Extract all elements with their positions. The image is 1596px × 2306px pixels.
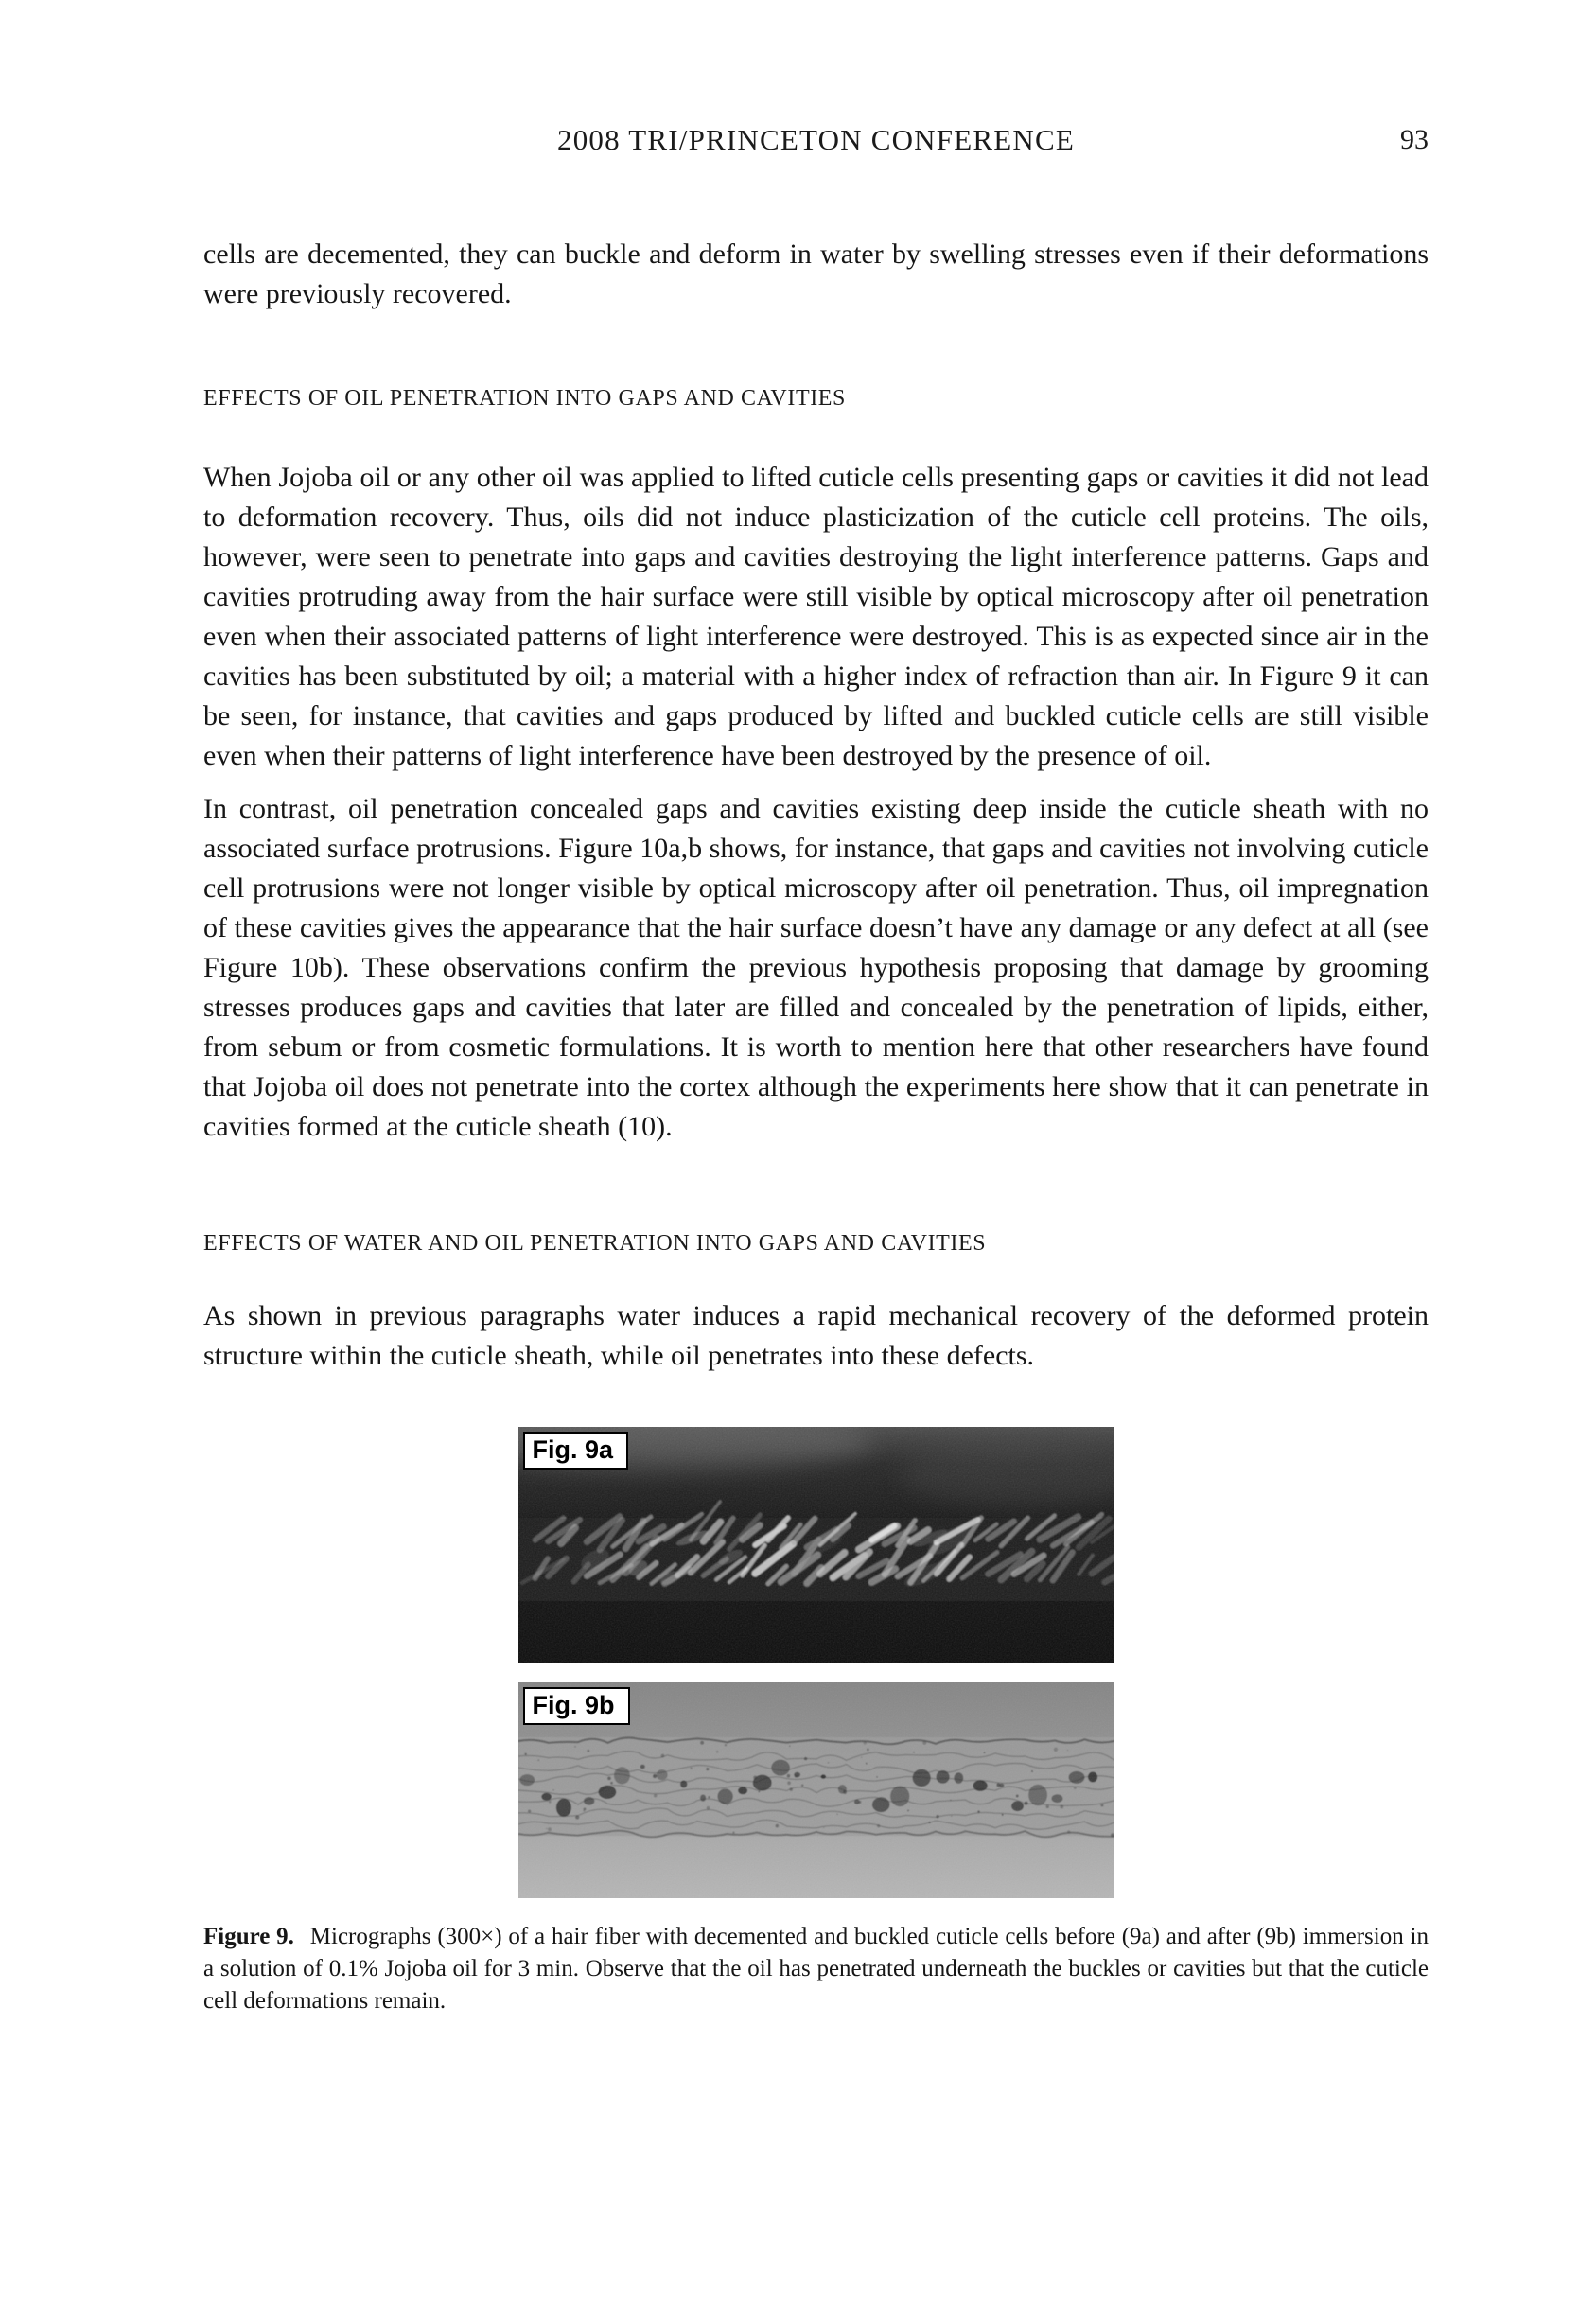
section-heading-oil-penetration: EFFECTS OF OIL PENETRATION INTO GAPS AND CAVITIES (203, 386, 847, 411)
paragraph: As shown in previous paragraphs water induces a rapid mechanical recovery of the deformed protein structure within the cuticle sheath, while oil penetrates into these defects. (203, 1300, 1429, 1371)
figure-9b-image (518, 1682, 1114, 1898)
figure-9-caption (203, 1921, 1429, 2017)
figure-9a-label: Fig. 9a (523, 1432, 629, 1470)
page-number: 93 (1400, 124, 1429, 155)
paragraph: When Jojoba oil or any other oil was applied to lifted cuticle cells presenting gaps or cavities it did not lead to deformation recovery. Thus, oils did not induce plasticization of the cuticle cell proteins. The oils, however, were seen to penetrate into gaps and cavities destroying the light interference patterns. Gaps and cavities protruding away from the hair surface were still visible by optical microscopy after oil penetration even when their associated patterns of light interference were destroyed. This is as expected since air in the cavities has been substituted by oil; a material with a higher index of refraction than air. In Figure 9 it can be seen, for instance, that cavities and gaps produced by lifted and buckled cuticle cells are still visible even when their patterns of light interference have been destroyed by the presence of oil. (203, 462, 1429, 771)
paragraph-continuation: cells are decemented, they can buckle and deform in water by swelling stresses even if their deformations were previously recovered. (203, 238, 1429, 309)
figure-9b-label: Fig. 9b (523, 1687, 630, 1725)
figure-9-images (518, 1427, 1114, 1898)
article-body (203, 235, 1429, 2017)
figure-9a-image (518, 1427, 1114, 1663)
figure-caption-text: Micrographs (300×) of a hair fiber with decemented and buckled cuticle cells before (9a) and after (9b) immersion in a solution of 0.1% Jojoba oil for 3 min. Observe that the oil has penetrated underneath the buckles or cavities but that the cuticle cell deformations remain. (203, 1924, 1429, 2014)
paragraph: In contrast, oil penetration concealed gaps and cavities existing deep inside the cuticle sheath with no associated surface protrusions. Figure 10a,b shows, for instance, that gaps and cavities not involving cuticle cell protrusions were not longer visible by optical microscopy after oil penetration. Thus, oil impregnation of these cavities gives the appearance that the hair surface doesn’t have any damage or any defect at all (see Figure 10b). These observations confirm the previous hypothesis proposing that damage by grooming stresses produces gaps and cavities that later are filled and concealed by the penetration of lipids, either, from sebum or from cosmetic formulations. It is worth to mention here that other researchers have found that Jojoba oil does not penetrate into the cortex although the experiments here show that it can penetrate in cavities formed at the cuticle sheath (10). (203, 793, 1429, 1142)
page-header (203, 123, 1429, 157)
figure-caption-lead: Figure 9. (203, 1924, 294, 1949)
figure-9 (203, 1427, 1429, 2017)
running-title: 2008 TRI/PRINCETON CONFERENCE (557, 123, 1075, 156)
section-heading-water-oil-penetration: EFFECTS OF WATER AND OIL PENETRATION INTO GAPS AND CAVITIES (203, 1231, 987, 1256)
